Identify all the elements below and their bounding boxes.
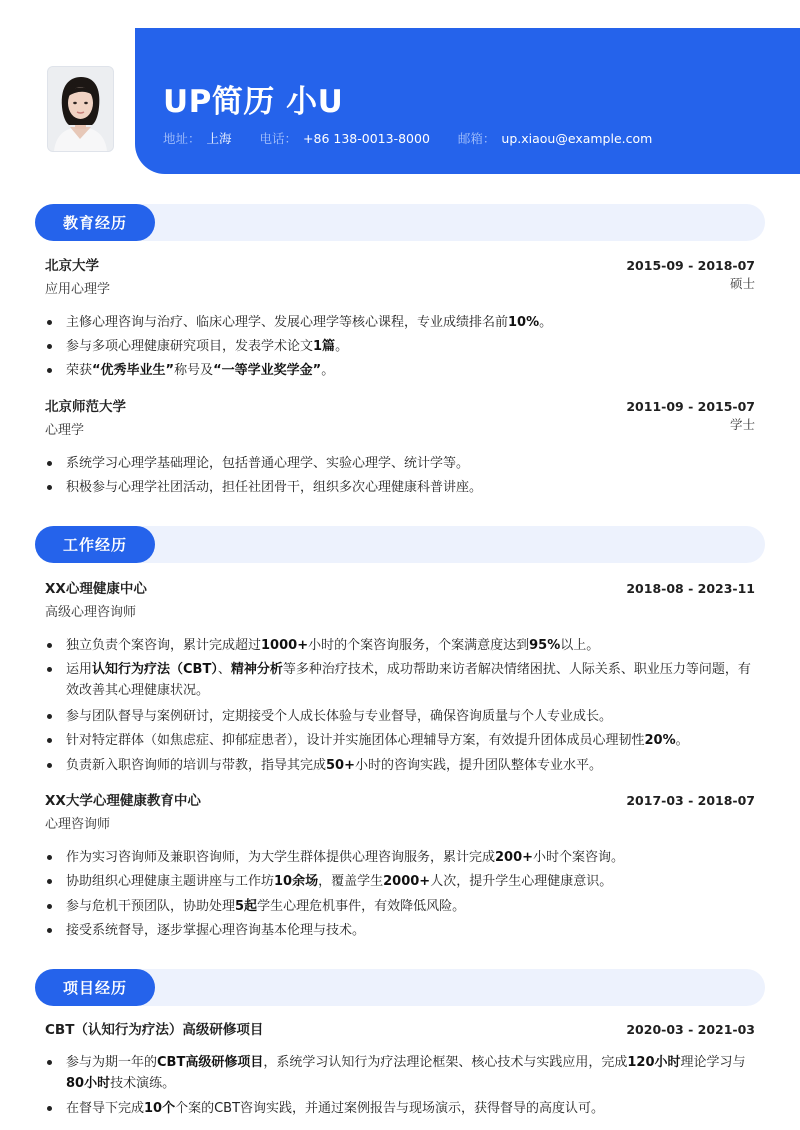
project-section-header — [35, 969, 765, 1006]
list-item: 在督导下完成10个个案的CBT咨询实践，并通过案例报告与现场演示，获得督导的高度认可。 — [66, 1098, 760, 1119]
list-item: 协助组织心理健康主题讲座与工作坊10余场，覆盖学生2000+人次，提升学生心理健康意识。 — [66, 871, 760, 892]
work-section-header — [35, 526, 765, 563]
contact-info — [163, 129, 652, 147]
entry-date: 2015-09 - 2018-07 — [626, 258, 755, 273]
contact-phone: 电话： +86 138-0013-8000 — [259, 131, 430, 146]
entry-org: XX大学心理健康教育中心 — [45, 793, 201, 809]
profile-photo — [48, 67, 113, 151]
entry-role: 应用心理学 — [45, 282, 111, 297]
list-item: 负责新入职咨询师的培训与带教，指导其完成50+小时的咨询实践，提升团队整体专业水平。 — [66, 755, 760, 776]
list-item: 荣获“优秀毕业生”称号及“一等学业奖学金”。 — [66, 360, 760, 381]
list-item: 积极参与心理学社团活动，担任社团骨干，组织多次心理健康科普讲座。 — [66, 477, 760, 498]
list-item: 作为实习咨询师及兼职咨询师，为大学生群体提供心理咨询服务，累计完成200+小时个案咨询。 — [66, 847, 760, 868]
section-title: 教育经历 — [35, 204, 155, 241]
entry-date: 2011-09 - 2015-07 — [626, 399, 755, 414]
section-title: 工作经历 — [35, 526, 155, 563]
candidate-name: UP简历 小U — [163, 84, 344, 120]
entry-date: 2020-03 - 2021-03 — [626, 1022, 755, 1037]
list-item: 接受系统督导，逐步掌握心理咨询基本伦理与技术。 — [66, 920, 760, 941]
entry-org: XX心理健康中心 — [45, 581, 147, 597]
entry-degree: 硕士 — [729, 276, 755, 291]
entry-role: 高级心理咨询师 — [45, 605, 137, 620]
list-item: 系统学习心理学基础理论，包括普通心理学、实验心理学、统计学等。 — [66, 453, 760, 474]
list-item: 独立负责个案咨询，累计完成超过1000+小时的个案咨询服务，个案满意度达到95%以上。 — [66, 635, 760, 656]
entry-org: 北京大学 — [45, 258, 99, 274]
entry-date: 2017-03 - 2018-07 — [626, 793, 755, 808]
entry-org: 北京师范大学 — [45, 399, 126, 415]
entry-role: 心理咨询师 — [45, 817, 111, 832]
list-item: 参与团队督导与案例研讨，定期接受个人成长体验与专业督导，确保咨询质量与个人专业成长。 — [66, 706, 760, 727]
contact-email: 邮箱： up.xiaou@example.com — [457, 131, 653, 146]
contact-address: 地址： 上海 — [163, 131, 232, 146]
entry-degree: 学士 — [729, 417, 755, 432]
entry-role: 心理学 — [45, 423, 85, 438]
list-item: 主修心理咨询与治疗、临床心理学、发展心理学等核心课程，专业成绩排名前10%。 — [66, 312, 760, 333]
list-item: 参与为期一年的CBT高级研修项目，系统学习认知行为疗法理论框架、核心技术与实践应用，完成120小时理论学习与80小时技术演练。 — [66, 1052, 760, 1094]
education-section-header — [35, 204, 765, 241]
list-item: 参与多项心理健康研究项目，发表学术论文1篇。 — [66, 336, 760, 357]
section-title: 项目经历 — [35, 969, 155, 1006]
entry-org: CBT（认知行为疗法）高级研修项目 — [45, 1022, 264, 1038]
list-item: 针对特定群体（如焦虑症、抑郁症患者），设计并实施团体心理辅导方案，有效提升团体成员心理韧性20%。 — [66, 730, 760, 751]
entry-date: 2018-08 - 2023-11 — [626, 581, 755, 596]
list-item: 运用认知行为疗法（CBT）、精神分析等多种治疗技术，成功帮助来访者解决情绪困扰、人际关系、职业压力等问题，有效改善其心理健康状况。 — [66, 659, 760, 701]
list-item: 参与危机干预团队，协助处理5起学生心理危机事件，有效降低风险。 — [66, 896, 760, 917]
